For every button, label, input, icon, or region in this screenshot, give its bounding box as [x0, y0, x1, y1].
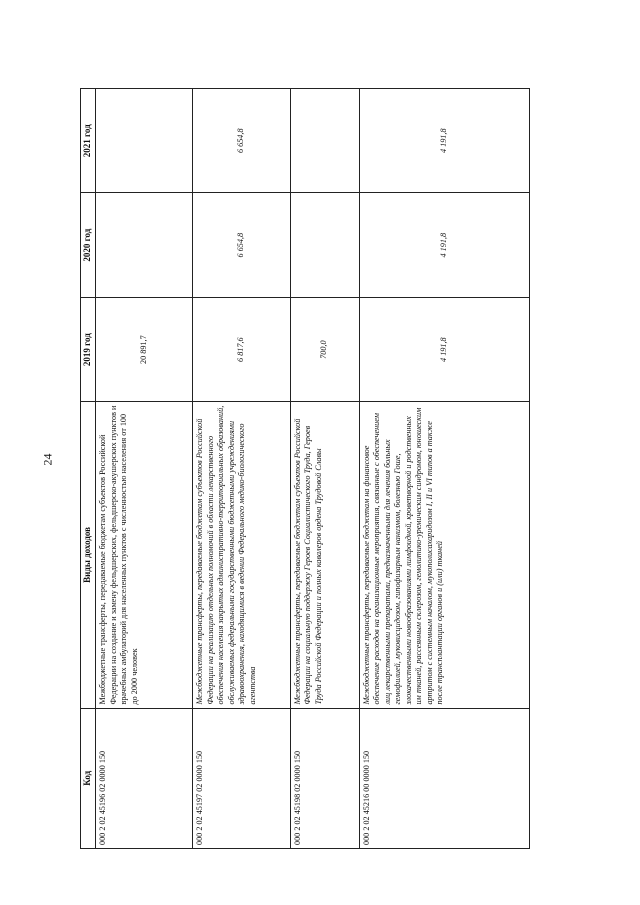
row-value-2020: 4 191,8 [359, 193, 529, 297]
row-name: Межбюджетные трансферты, передаваемые бюджетам субъектов Российской Федерации на реализацию отдельных полномочий в области лекарственного обеспечения населения закрытых административно-территориальных образований, обслуживаемых федеральными государственными бюджетными учреждениями здравоохранения, находящимися в ведении Федерального медико-биологического агентства [193, 402, 290, 708]
row-name: Межбюджетные трансферты, передаваемые бюджетам на финансовое обеспечение расходов на организационные мероприятия, связанные с обеспечением лиц лекарственными препаратами, предназначенными для лечения больных гемофилией, муковисцидозом, гипофизарным нанизмом, болезнью Гоше, злокачественными новообразованиями лимфоидной, кроветворной и родственных им тканей, рассеянным склерозом, гемолитико-уремическим синдромом, юношеским артритом с системным началом, мукополисахаридозом I, II и VI типов а также после трансплантации органов и (или) тканей [359, 402, 529, 708]
row-value-2021 [290, 89, 359, 193]
row-value-2019: 700,0 [290, 297, 359, 401]
rotated-table-container [80, 88, 530, 849]
table-header-row [81, 89, 96, 849]
row-name: Межбюджетные трансферты, передаваемые бюджетам субъектов Российской Федерации на социальную поддержку Героев Социалистического Труда, Героев Труда Российской Федерации и полных кавалеров ордена Трудовой Славы [290, 402, 359, 708]
row-name: Межбюджетные трансферты, передаваемые бюджетам субъектов Российской Федерации на создание и замену фельдшерских, фельдшерско-акушерских пунктов и врачебных амбулаторий для населенных пунктов с численностью населения от 100 до 2000 человек [96, 402, 193, 708]
table-row [96, 89, 193, 849]
header-code: Код [81, 708, 96, 848]
row-code: 000 2 02 45198 02 0000 150 [290, 708, 359, 848]
table-row [290, 89, 359, 849]
row-value-2019: 4 191,8 [359, 297, 529, 401]
row-value-2019: 20 891,7 [96, 297, 193, 401]
row-value-2020 [96, 193, 193, 297]
row-value-2019: 6 817,6 [193, 297, 290, 401]
row-value-2021: 6 654,8 [193, 89, 290, 193]
row-value-2020: 6 654,8 [193, 193, 290, 297]
row-value-2020 [290, 193, 359, 297]
page-number: 24 [40, 453, 55, 466]
row-value-2021 [96, 89, 193, 193]
header-2021: 2021 год [81, 89, 96, 193]
row-code: 000 2 02 45216 00 0000 150 [359, 708, 529, 848]
row-code: 000 2 02 45196 02 0000 150 [96, 708, 193, 848]
revenue-table [80, 88, 530, 849]
header-2019: 2019 год [81, 297, 96, 401]
header-2020: 2020 год [81, 193, 96, 297]
table-row [359, 89, 529, 849]
row-value-2021: 4 191,8 [359, 89, 529, 193]
row-code: 000 2 02 45197 02 0000 150 [193, 708, 290, 848]
header-name: Виды доходов [81, 402, 96, 708]
table-row [193, 89, 290, 849]
